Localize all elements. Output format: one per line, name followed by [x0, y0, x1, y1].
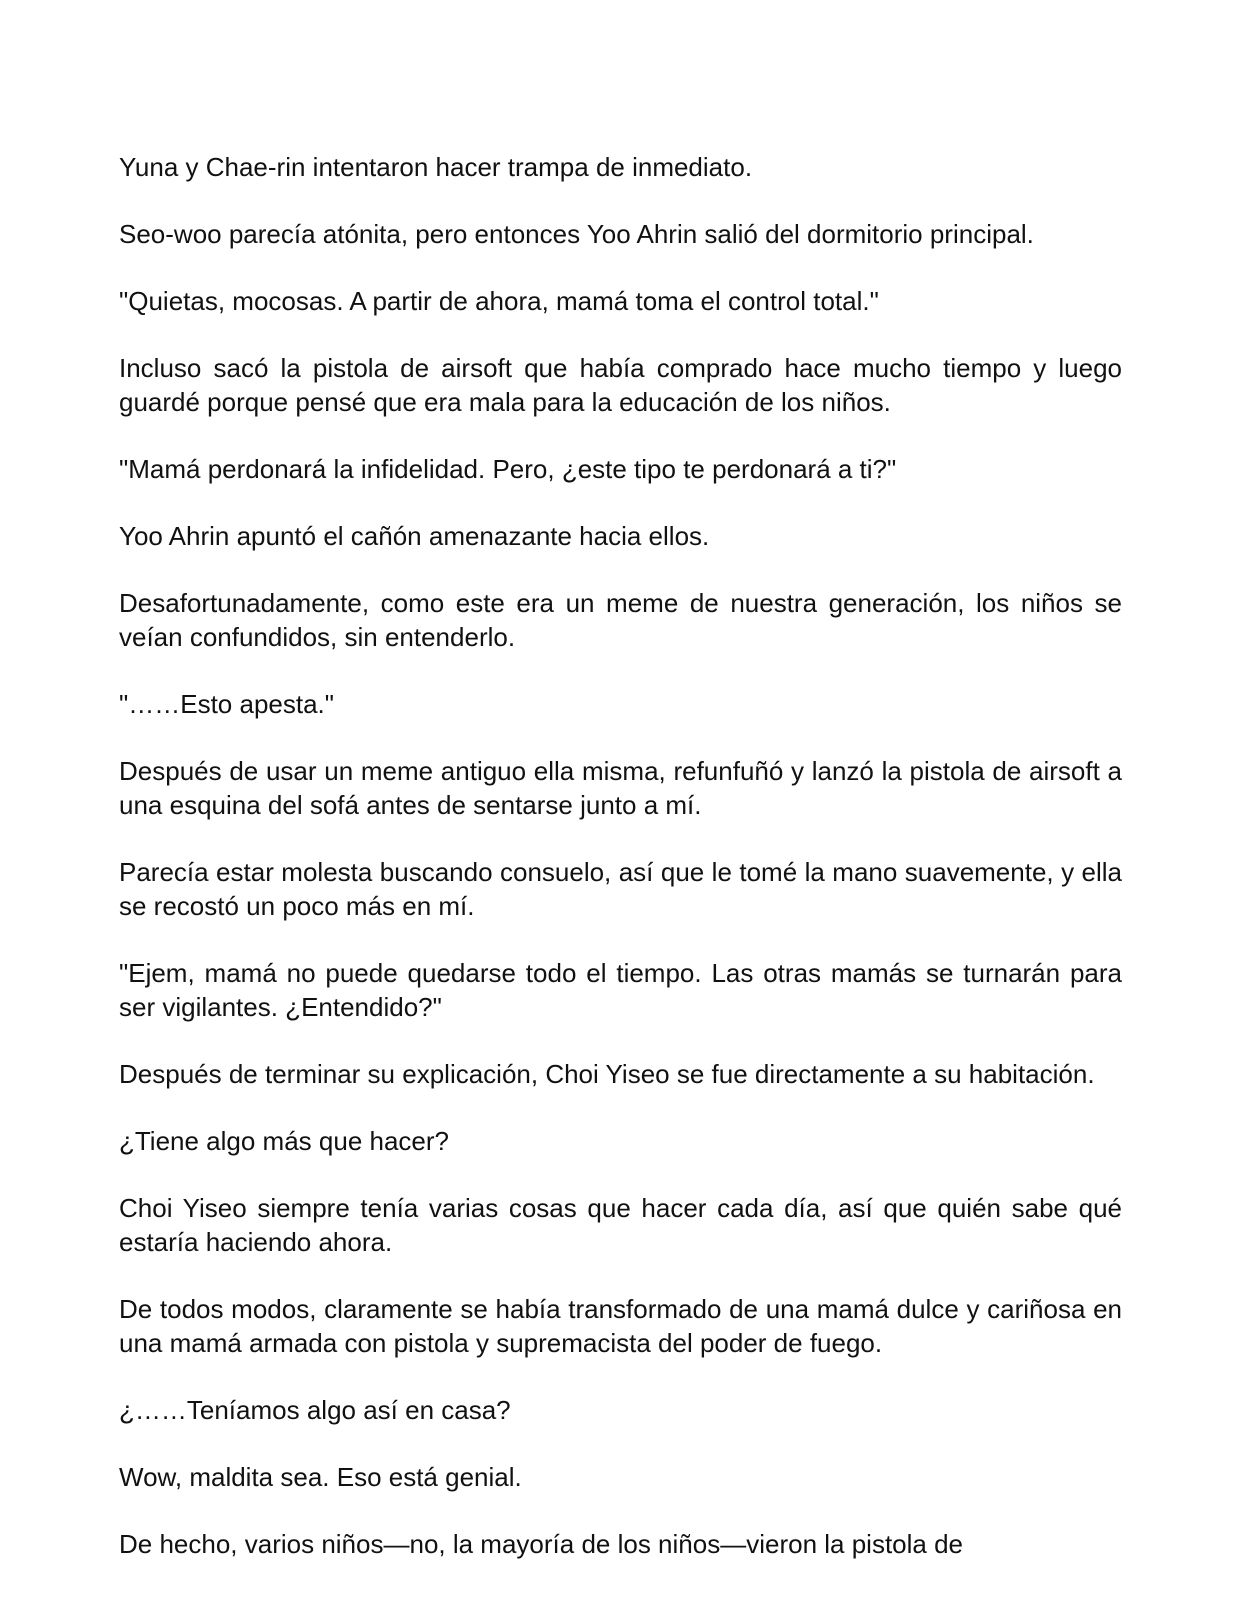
paragraph: Yoo Ahrin apuntó el cañón amenazante hacia ellos. [119, 521, 710, 551]
paragraph: Choi Yiseo siempre tenía varias cosas que hacer cada día, así que quién sabe qué estaría haciendo ahora. [119, 1193, 1122, 1257]
paragraph: ¿Tiene algo más que hacer? [119, 1126, 450, 1156]
text-column [119, 150, 1122, 1594]
paragraph: Después de terminar su explicación, Choi Yiseo se fue directamente a su habitación. [119, 1059, 1095, 1089]
paragraph: Seo-woo parecía atónita, pero entonces Yoo Ahrin salió del dormitorio principal. [119, 219, 1034, 249]
paragraph: Parecía estar molesta buscando consuelo, así que le tomé la mano suavemente, y ella se recostó un poco más en mí. [119, 857, 1122, 921]
paragraph: De hecho, varios niños—no, la mayoría de los niños—vieron la pistola de [119, 1529, 964, 1559]
paragraph: Después de usar un meme antiguo ella misma, refunfuñó y lanzó la pistola de airsoft a una esquina del sofá antes de sentarse junto a mí. [119, 756, 1122, 820]
paragraph: "Mamá perdonará la infidelidad. Pero, ¿este tipo te perdonará a ti?" [119, 454, 897, 484]
paragraph: Incluso sacó la pistola de airsoft que había comprado hace mucho tiempo y luego guardé porque pensé que era mala para la educación de los niños. [119, 353, 1122, 417]
paragraph: Yuna y Chae-rin intentaron hacer trampa de inmediato. [119, 152, 753, 182]
paragraph: Wow, maldita sea. Eso está genial. [119, 1462, 522, 1492]
paragraph: De todos modos, claramente se había transformado de una mamá dulce y cariñosa en una mamá armada con pistola y supremacista del poder de fuego. [119, 1294, 1122, 1358]
paragraph: "Quietas, mocosas. A partir de ahora, mamá toma el control total." [119, 286, 879, 316]
paragraph: ¿……Teníamos algo así en casa? [119, 1395, 511, 1425]
paragraph: "Ejem, mamá no puede quedarse todo el tiempo. Las otras mamás se turnarán para ser vigilantes. ¿Entendido?" [119, 958, 1122, 1022]
paragraph: "……Esto apesta." [119, 689, 334, 719]
paragraph: Desafortunadamente, como este era un meme de nuestra generación, los niños se veían confundidos, sin entenderlo. [119, 588, 1122, 652]
